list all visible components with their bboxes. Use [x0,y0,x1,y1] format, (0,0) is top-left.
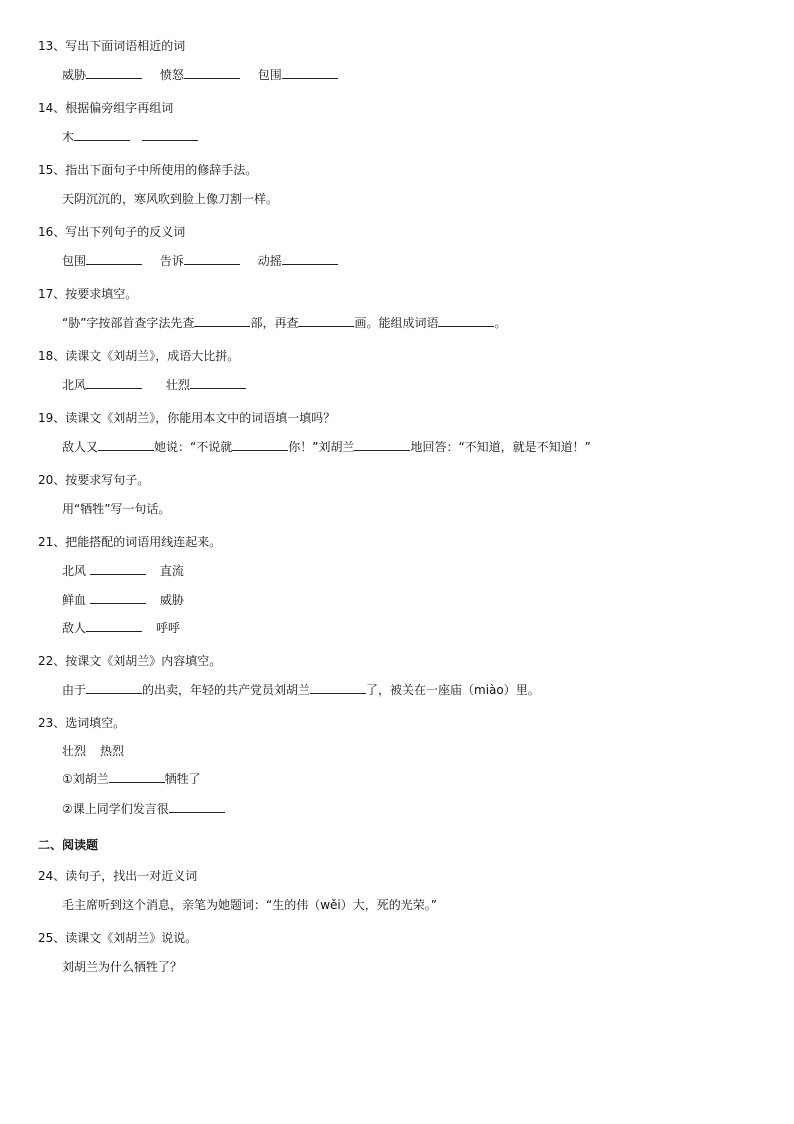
word: 木 [62,130,75,144]
answer-blank[interactable] [282,67,338,79]
answer-blank[interactable] [184,67,240,79]
word: 壮烈 [165,378,190,392]
question-25-prompt: 刘胡兰为什么牺牲了？ [62,960,183,974]
question-16-title: 16、写出下列句子的反义词 [38,225,186,239]
text-segment: 牺牲了 [164,772,201,786]
answer-blank[interactable] [190,377,246,389]
question-13-title: 13、写出下面词语相近的词 [38,39,186,53]
text-segment: 了，被关在一座庙（miào）里。 [366,683,540,697]
question-20-instruction: 用“牺牲”写一句话。 [62,502,171,516]
word-options [62,743,124,759]
question-17-answer-line [62,315,506,331]
word: 北风 [62,378,87,392]
text-segment: 你！”刘胡兰 [288,440,355,454]
word: 愤怒 [159,68,184,82]
question-19-title: 19、读课文《刘胡兰》，你能用本文中的词语填一填吗？ [38,411,336,425]
match-line[interactable] [86,620,142,632]
text-segment: ②课上同学们发言很 [62,802,169,816]
question-15-sentence: 天阴沉沉的，寒风吹到脸上像刀割一样。 [62,192,279,206]
question-15-title: 15、指出下面句子中所使用的修辞手法。 [38,163,258,177]
question-23-sentence-2 [62,801,225,817]
match-left-word: 北风 [62,564,87,578]
text-segment: 她说：“不说就 [154,440,233,454]
question-24-title: 24、读句子，找出一对近义词 [38,869,198,883]
match-left-word: 鲜血 [62,593,87,607]
answer-blank[interactable] [232,439,288,451]
word: 包围 [62,254,87,268]
question-13-answer-line [62,67,338,83]
text-segment: 敌人又 [62,440,99,454]
answer-blank[interactable] [109,771,165,783]
question-19-answer-line [62,439,591,455]
question-22-answer-line [62,682,540,698]
word: 告诉 [159,254,184,268]
match-right-word: 直流 [159,564,184,578]
question-22-title: 22、按课文《刘胡兰》内容填空。 [38,654,222,668]
answer-blank[interactable] [86,67,142,79]
match-left-word: 敌人 [62,621,87,635]
answer-blank[interactable] [86,682,142,694]
match-line[interactable] [90,563,146,575]
answer-blank[interactable] [142,129,198,141]
question-18-answer-line [62,377,246,393]
text-segment: 画。能组成词语 [354,316,439,330]
text-segment: 地回答：“不知道，就是不知道！” [410,440,591,454]
match-right-word: 呼呼 [156,621,181,635]
answer-blank[interactable] [98,439,154,451]
word: 动摇 [257,254,282,268]
text-segment: ①刘胡兰 [62,772,109,786]
question-24-sentence: 毛主席听到这个消息，亲笔为她题词：“生的伟（wěi）大，死的光荣。” [62,898,437,912]
question-14-title: 14、根据偏旁组字再组词 [38,101,174,115]
match-row [62,592,184,608]
answer-blank[interactable] [310,682,366,694]
answer-blank[interactable] [438,315,494,327]
answer-blank[interactable] [184,253,240,265]
word: 包围 [257,68,282,82]
answer-blank[interactable] [86,253,142,265]
question-14-answer-line [62,129,198,145]
answer-blank[interactable] [194,315,250,327]
question-21-title: 21、把能搭配的词语用线连起来。 [38,535,222,549]
word-option: 热烈 [100,744,125,758]
text-segment: 部，再查 [250,316,299,330]
answer-blank[interactable] [74,129,130,141]
question-20-title: 20、按要求写句子。 [38,473,150,487]
section-heading-reading: 二、阅读题 [38,838,99,852]
question-17-title: 17、按要求填空。 [38,287,138,301]
match-right-word: 威胁 [159,593,184,607]
text-segment: “胁”字按部首查字法先查 [62,316,195,330]
word: 威胁 [62,68,87,82]
question-18-title: 18、读课文《刘胡兰》，成语大比拼。 [38,349,240,363]
match-line[interactable] [90,592,146,604]
question-23-title: 23、选词填空。 [38,716,126,730]
answer-blank[interactable] [354,439,410,451]
match-row [62,563,184,579]
answer-blank[interactable] [298,315,354,327]
question-23-sentence-1 [62,771,201,787]
answer-blank[interactable] [282,253,338,265]
answer-blank[interactable] [169,801,225,813]
question-16-answer-line [62,253,338,269]
answer-blank[interactable] [86,377,142,389]
question-25-title: 25、读课文《刘胡兰》说说。 [38,931,198,945]
text-segment: 由于 [62,683,87,697]
word-option: 壮烈 [62,744,87,758]
text-segment: 。 [494,316,507,330]
match-row [62,620,180,636]
text-segment: 的出卖，年轻的共产党员刘胡兰 [142,683,311,697]
